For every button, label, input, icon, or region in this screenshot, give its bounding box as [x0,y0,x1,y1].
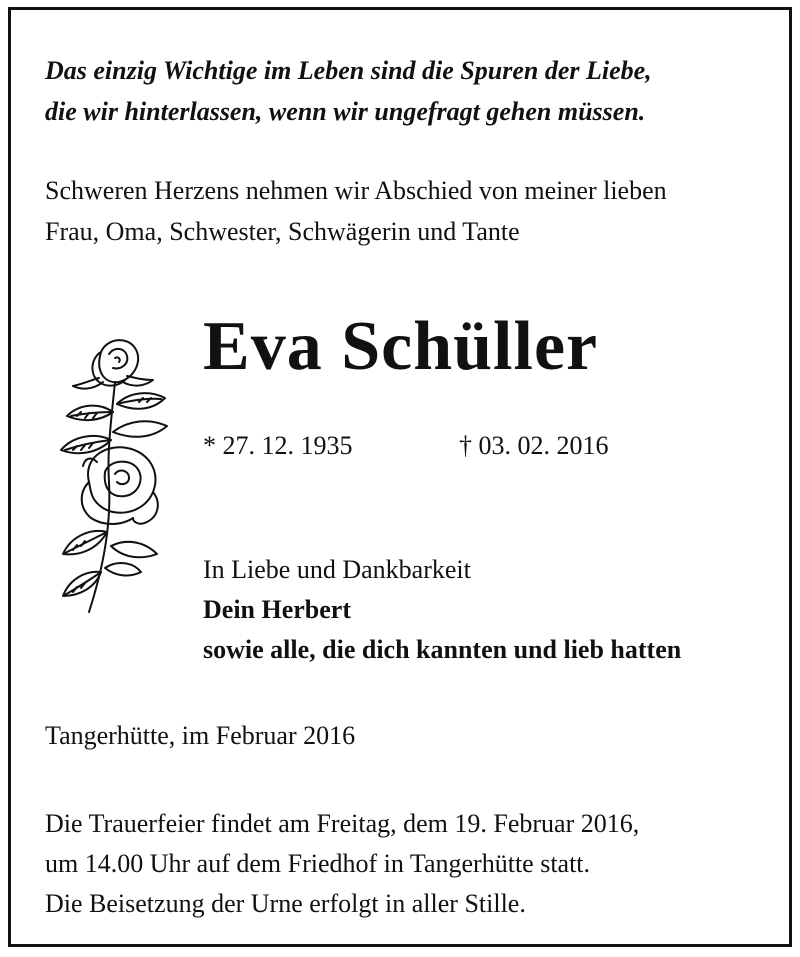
service-line-3: Die Beisetzung der Urne erfolgt in aller Stille. [45,889,526,918]
service-line-2: um 14.00 Uhr auf dem Friedhof in Tangerhütte statt. [45,849,591,878]
motto-quote [45,50,785,132]
rose-icon [49,332,181,622]
obituary-notice [8,7,792,947]
birth-date: * 27. 12. 1935 [203,431,353,460]
closing-text [203,550,681,670]
death-date: † 03. 02. 2016 [459,431,609,460]
intro-text [45,170,785,252]
closing-line-1: In Liebe und Dankbarkeit [203,555,471,584]
intro-line-1: Schweren Herzens nehmen wir Abschied von meiner lieben [45,176,667,205]
closing-line-3: sowie alle, die dich kannten und lieb hatten [203,635,682,664]
motto-line-1: Das einzig Wichtige im Leben sind die Spuren der Liebe, [45,56,652,85]
service-line-1: Die Trauerfeier findet am Freitag, dem 19. Februar 2016, [45,809,640,838]
motto-line-2: die wir hinterlassen, wenn wir ungefragt gehen müssen. [45,97,646,126]
closing-line-2: Dein Herbert [203,595,352,624]
service-info [45,804,639,924]
place-date: Tangerhütte, im Februar 2016 [45,721,356,750]
deceased-name: Eva Schüller [203,308,599,385]
intro-line-2: Frau, Oma, Schwester, Schwägerin und Tante [45,217,520,246]
